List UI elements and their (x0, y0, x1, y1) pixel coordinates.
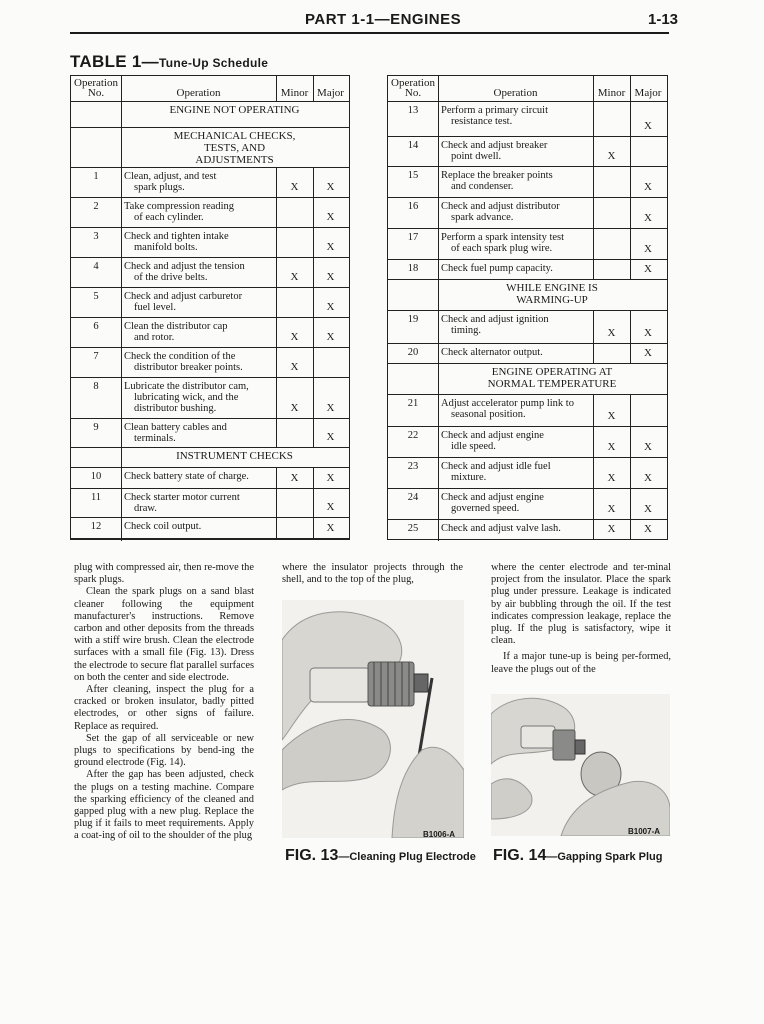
operation-text: Check and adjust valve lash. (441, 523, 561, 534)
paragraph: plug with compressed air, then re-move the spark plugs. (74, 562, 254, 586)
table-rule (388, 363, 667, 364)
table-rule (593, 519, 594, 539)
table-rule (71, 418, 349, 419)
table-rule (630, 343, 631, 363)
operation-description (121, 231, 275, 253)
table-rule (71, 287, 349, 288)
section-heading: WARMING-UP (516, 294, 588, 306)
operation-description (438, 201, 592, 223)
operation-text: Clean the distributor cap (124, 321, 228, 332)
minor-mark: X (290, 361, 299, 373)
operation-text: Lubricate the distributor cam, (124, 381, 249, 392)
minor-mark: X (290, 402, 299, 414)
major-mark: X (644, 181, 652, 193)
table-rule (276, 517, 277, 538)
table-rule (313, 347, 314, 377)
major-mark: X (326, 501, 335, 513)
operation-text: mixture. (451, 472, 487, 483)
table-rule (630, 166, 631, 197)
table-rule (630, 310, 631, 343)
section-heading: MECHANICAL CHECKS, (173, 130, 296, 142)
operation-number: 8 (93, 381, 99, 392)
operation-text: Check and adjust distributor (441, 201, 560, 212)
table-rule (71, 488, 349, 489)
operation-number: 6 (93, 321, 99, 332)
operation-text: Replace the breaker points (441, 170, 553, 181)
table-rule (593, 488, 594, 519)
table-rule (630, 488, 631, 519)
table-rule (313, 167, 314, 197)
major-mark: X (644, 120, 652, 132)
table-rule (630, 426, 631, 457)
paragraph: If a major tune-up is being per-formed, leave the plugs out of the (491, 651, 671, 675)
operation-number: 9 (93, 422, 99, 433)
operation-number: 15 (407, 170, 419, 181)
table-rule (388, 166, 667, 167)
table-rule (313, 317, 314, 347)
minor-mark: X (607, 503, 616, 515)
minor-mark: X (607, 441, 616, 453)
operation-description (438, 347, 592, 358)
operation-number: 10 (90, 471, 102, 482)
operation-description (438, 263, 592, 274)
paragraph: where the insulator projects through the shell, and to the top of the plug, (282, 562, 463, 586)
table-rule (71, 101, 349, 102)
table-rule (71, 197, 349, 198)
major-mark: X (326, 301, 335, 313)
operation-text: point dwell. (451, 151, 502, 162)
section-heading: TESTS, AND (203, 142, 266, 154)
tune-up-table-right (387, 75, 668, 540)
table-rule (313, 467, 314, 488)
table-rule (276, 467, 277, 488)
operation-text: Check and adjust the tension (124, 261, 245, 272)
figure-13-caption: FIG. 13—Cleaning Plug Electrode (285, 847, 476, 864)
operation-number: 18 (407, 263, 419, 274)
table-rule (593, 259, 594, 279)
operation-text: Check battery state of charge. (124, 471, 249, 482)
table-rule (388, 310, 667, 311)
operation-text: and condenser. (451, 181, 514, 192)
table-rule (388, 101, 667, 102)
major-mark: X (644, 347, 652, 359)
tune-up-table-left (70, 75, 350, 540)
operation-text: Check and adjust carburetor (124, 291, 243, 302)
table-rule (276, 227, 277, 257)
operation-text: Perform a spark intensity test (441, 232, 565, 243)
operation-description (121, 171, 275, 193)
header-minor: Minor (597, 87, 626, 99)
table-rule (630, 197, 631, 228)
minor-mark: X (607, 472, 616, 484)
table-rule (388, 343, 667, 344)
header-operation: Operation (493, 87, 538, 99)
table-rule (276, 488, 277, 517)
operation-text: draw. (134, 503, 157, 514)
table-rule (630, 394, 631, 426)
section-heading: NORMAL TEMPERATURE (487, 378, 617, 390)
operation-text: Check alternator output. (441, 347, 543, 358)
operation-description (121, 291, 275, 313)
operation-number: 23 (407, 461, 419, 472)
major-mark: X (644, 327, 652, 339)
header-no: Operation (74, 77, 118, 89)
table-rule (388, 519, 667, 520)
operation-text: resistance test. (451, 116, 513, 127)
paragraph: After the gap has been adjusted, check the plugs on a testing machine. Compare the sparking efficiency of the cleaned and gapped plug with a new plug. Replace the plug if it fails to meet requirements. Apply a coat-ing of oil to the shoulder of the plug (74, 769, 254, 842)
page-number: 1-13 (648, 11, 679, 28)
table-rule (630, 457, 631, 488)
section-heading: INSTRUMENT CHECKS (176, 450, 293, 462)
operation-text: distributor breaker points. (134, 362, 243, 373)
table-rule (276, 377, 277, 418)
operation-text: and rotor. (134, 332, 175, 343)
table-rule (313, 488, 314, 517)
header-operation: Operation (176, 87, 221, 99)
header-major: Major (317, 87, 344, 99)
operation-text: Check and adjust engine (441, 492, 544, 503)
table-rule (313, 227, 314, 257)
operation-description (121, 321, 275, 343)
operation-number: 7 (93, 351, 99, 362)
table-rule (313, 418, 314, 447)
major-mark: X (644, 243, 652, 255)
table-rule (276, 197, 277, 227)
major-mark: X (326, 181, 335, 193)
table-rule (276, 317, 277, 347)
paragraph: After cleaning, inspect the plug for a cracked or broken insulator, badly pitted electrodes, or other signs of failure. Replace as required. (74, 684, 254, 732)
major-mark: X (326, 331, 335, 343)
text-column-2 (282, 562, 463, 586)
operation-number: 13 (407, 105, 419, 116)
paragraph: Clean the spark plugs on a sand blast cleaner following the equipment manufacturer's instructions. Remove carbon and other deposits from the threads with a stiff wire brush. Clean the electrode surfaces with a small file (Fig. 13). Dress the electrode to secure flat parallel surfaces on both the center and side electrode. (74, 586, 255, 683)
paragraph: Set the gap of all serviceable or new plugs to specifications by bend-ing the ground electrode (Fig. 14). (74, 732, 254, 769)
operation-text: terminals. (134, 433, 176, 444)
table-rule (71, 227, 349, 228)
minor-mark: X (290, 271, 299, 283)
operation-number: 24 (407, 492, 419, 503)
operation-number: 2 (93, 201, 99, 212)
operation-description (121, 351, 275, 373)
table-rule (313, 517, 314, 538)
operation-number: 20 (407, 347, 419, 358)
table-title: TABLE 1—Tune-Up Schedule (70, 52, 269, 71)
minor-mark: X (290, 472, 299, 484)
major-mark: X (644, 503, 652, 515)
operation-number: 21 (407, 398, 419, 409)
figure-13-illustration (282, 600, 464, 838)
operation-number: 4 (93, 261, 99, 272)
operation-text: of each spark plug wire. (451, 243, 553, 254)
header-major: Major (634, 87, 662, 99)
operation-text: lubricating wick, and the (134, 392, 239, 403)
table-rule (593, 394, 594, 426)
table-rule (388, 259, 667, 260)
major-mark: X (644, 212, 652, 224)
table-rule (313, 377, 314, 418)
operation-text: of the drive belts. (134, 272, 208, 283)
header-no: Operation (391, 77, 435, 89)
table-rule (313, 197, 314, 227)
figure-13-code: B1006-A (423, 830, 456, 839)
table-rule (388, 197, 667, 198)
table-rule (276, 418, 277, 447)
minor-mark: X (607, 410, 616, 422)
table-rule (388, 279, 667, 280)
major-mark: X (644, 472, 652, 484)
table-rule (630, 228, 631, 259)
operation-text: timing. (451, 325, 482, 336)
text-column-3 (491, 562, 671, 676)
table-rule (388, 539, 667, 540)
table-rule (593, 101, 594, 136)
major-mark: X (326, 271, 335, 283)
major-mark: X (326, 402, 335, 414)
table-rule (593, 343, 594, 363)
operation-text: fuel level. (134, 302, 176, 313)
operation-text: idle speed. (451, 441, 496, 452)
operation-description (438, 140, 592, 162)
table-rule (388, 136, 667, 137)
header-no: No. (404, 87, 422, 99)
header-minor: Minor (280, 87, 309, 99)
operation-text: governed speed. (451, 503, 520, 514)
operation-description (438, 105, 592, 127)
table-rule (71, 127, 349, 128)
table-rule (313, 287, 314, 317)
table-rule (276, 257, 277, 287)
section-heading: ADJUSTMENTS (195, 154, 274, 166)
operation-description (121, 521, 275, 532)
operation-number: 17 (407, 232, 419, 243)
minor-mark: X (290, 181, 299, 193)
figure-14-code: B1007-A (628, 827, 661, 836)
table-rule (276, 287, 277, 317)
operation-number: 12 (90, 521, 102, 532)
operation-description (438, 232, 592, 254)
header-rule (70, 32, 669, 34)
operation-text: Check and adjust engine (441, 430, 544, 441)
section-heading: ENGINE NOT OPERATING (169, 104, 300, 116)
operation-description (438, 523, 592, 534)
operation-text: seasonal position. (451, 409, 526, 420)
table-rule (71, 467, 349, 468)
operation-text: spark advance. (451, 212, 514, 223)
operation-text: Check the condition of the (124, 351, 236, 362)
operation-text: Check and adjust breaker (441, 140, 548, 151)
operation-text: of each cylinder. (134, 212, 204, 223)
operation-text: Check fuel pump capacity. (441, 263, 553, 274)
paragraph: where the center electrode and ter-minal project from the insulator. Place the spark plug under pressure. Leakage is indicated by air bubbling through the oil. If the test indicates compression leakage, replace the plug. If the plug is satisfactory, wipe it clean. (491, 562, 671, 647)
table-rule (276, 347, 277, 377)
major-mark: X (326, 522, 335, 534)
header-no: No. (87, 87, 105, 99)
minor-mark: X (607, 523, 616, 535)
major-mark: X (326, 431, 335, 443)
major-mark: X (644, 523, 652, 535)
part-header: PART 1-1—ENGINES (305, 11, 462, 28)
operation-text: spark plugs. (134, 182, 185, 193)
minor-mark: X (290, 331, 299, 343)
operation-description (121, 201, 275, 223)
operation-text: distributor bushing. (134, 403, 217, 414)
operation-number: 16 (407, 201, 419, 212)
table-rule (71, 538, 349, 539)
table-rule (71, 517, 349, 518)
operation-description (121, 261, 275, 283)
major-mark: X (326, 241, 335, 253)
operation-description (438, 430, 592, 452)
major-mark: X (644, 263, 652, 275)
table-rule (388, 228, 667, 229)
operation-text: Check and tighten intake (124, 231, 229, 242)
major-mark: X (326, 211, 335, 223)
section-heading: WHILE ENGINE IS (506, 282, 598, 294)
operation-text: Perform a primary circuit (441, 105, 548, 116)
operation-number: 25 (407, 523, 419, 534)
figure-14-caption: FIG. 14—Gapping Spark Plug (493, 847, 663, 864)
operation-text: Check starter motor current (124, 492, 240, 503)
table-rule (630, 101, 631, 136)
table-rule (313, 257, 314, 287)
table-rule (630, 136, 631, 166)
operation-text: Check coil output. (124, 521, 202, 532)
table-rule (630, 259, 631, 279)
table-rule (388, 488, 667, 489)
table-rule (71, 347, 349, 348)
operation-description (438, 314, 592, 336)
table-rule (388, 394, 667, 395)
table-rule (71, 317, 349, 318)
table-rule (593, 228, 594, 259)
table-rule (593, 136, 594, 166)
operation-description (121, 381, 275, 414)
operation-text: Adjust accelerator pump link to (441, 398, 574, 409)
operation-number: 14 (407, 140, 419, 151)
table-rule (71, 257, 349, 258)
operation-text: manifold bolts. (134, 242, 198, 253)
minor-mark: X (607, 327, 616, 339)
operation-description (438, 461, 592, 483)
table-rule (593, 426, 594, 457)
table-rule (593, 457, 594, 488)
table-rule (276, 167, 277, 197)
minor-mark: X (607, 150, 616, 162)
operation-text: Clean, adjust, and test (124, 171, 217, 182)
figure-14-illustration (491, 694, 670, 836)
major-mark: X (644, 441, 652, 453)
operation-description (438, 170, 592, 192)
table-rule (630, 519, 631, 539)
table-rule (71, 447, 349, 448)
operation-number: 1 (93, 171, 99, 182)
operation-text: Check and adjust ignition (441, 314, 549, 325)
section-heading: ENGINE OPERATING AT (491, 366, 613, 378)
operation-description (121, 422, 275, 444)
operation-number: 11 (90, 492, 102, 503)
operation-description (438, 398, 592, 420)
operation-number: 5 (93, 291, 99, 302)
operation-description (121, 492, 275, 514)
table-rule (593, 310, 594, 343)
table-rule (593, 197, 594, 228)
table-rule (71, 377, 349, 378)
operation-text: Check and adjust idle fuel (441, 461, 551, 472)
table-rule (71, 167, 349, 168)
operation-text: Take compression reading (124, 201, 235, 212)
operation-description (438, 492, 592, 514)
table-rule (388, 457, 667, 458)
operation-number: 22 (407, 430, 419, 441)
operation-number: 3 (93, 231, 99, 242)
text-column-1 (74, 562, 254, 843)
table-rule (388, 426, 667, 427)
operation-number: 19 (407, 314, 419, 325)
operation-description (121, 471, 275, 482)
table-rule (593, 166, 594, 197)
major-mark: X (326, 472, 335, 484)
operation-text: Clean battery cables and (124, 422, 227, 433)
